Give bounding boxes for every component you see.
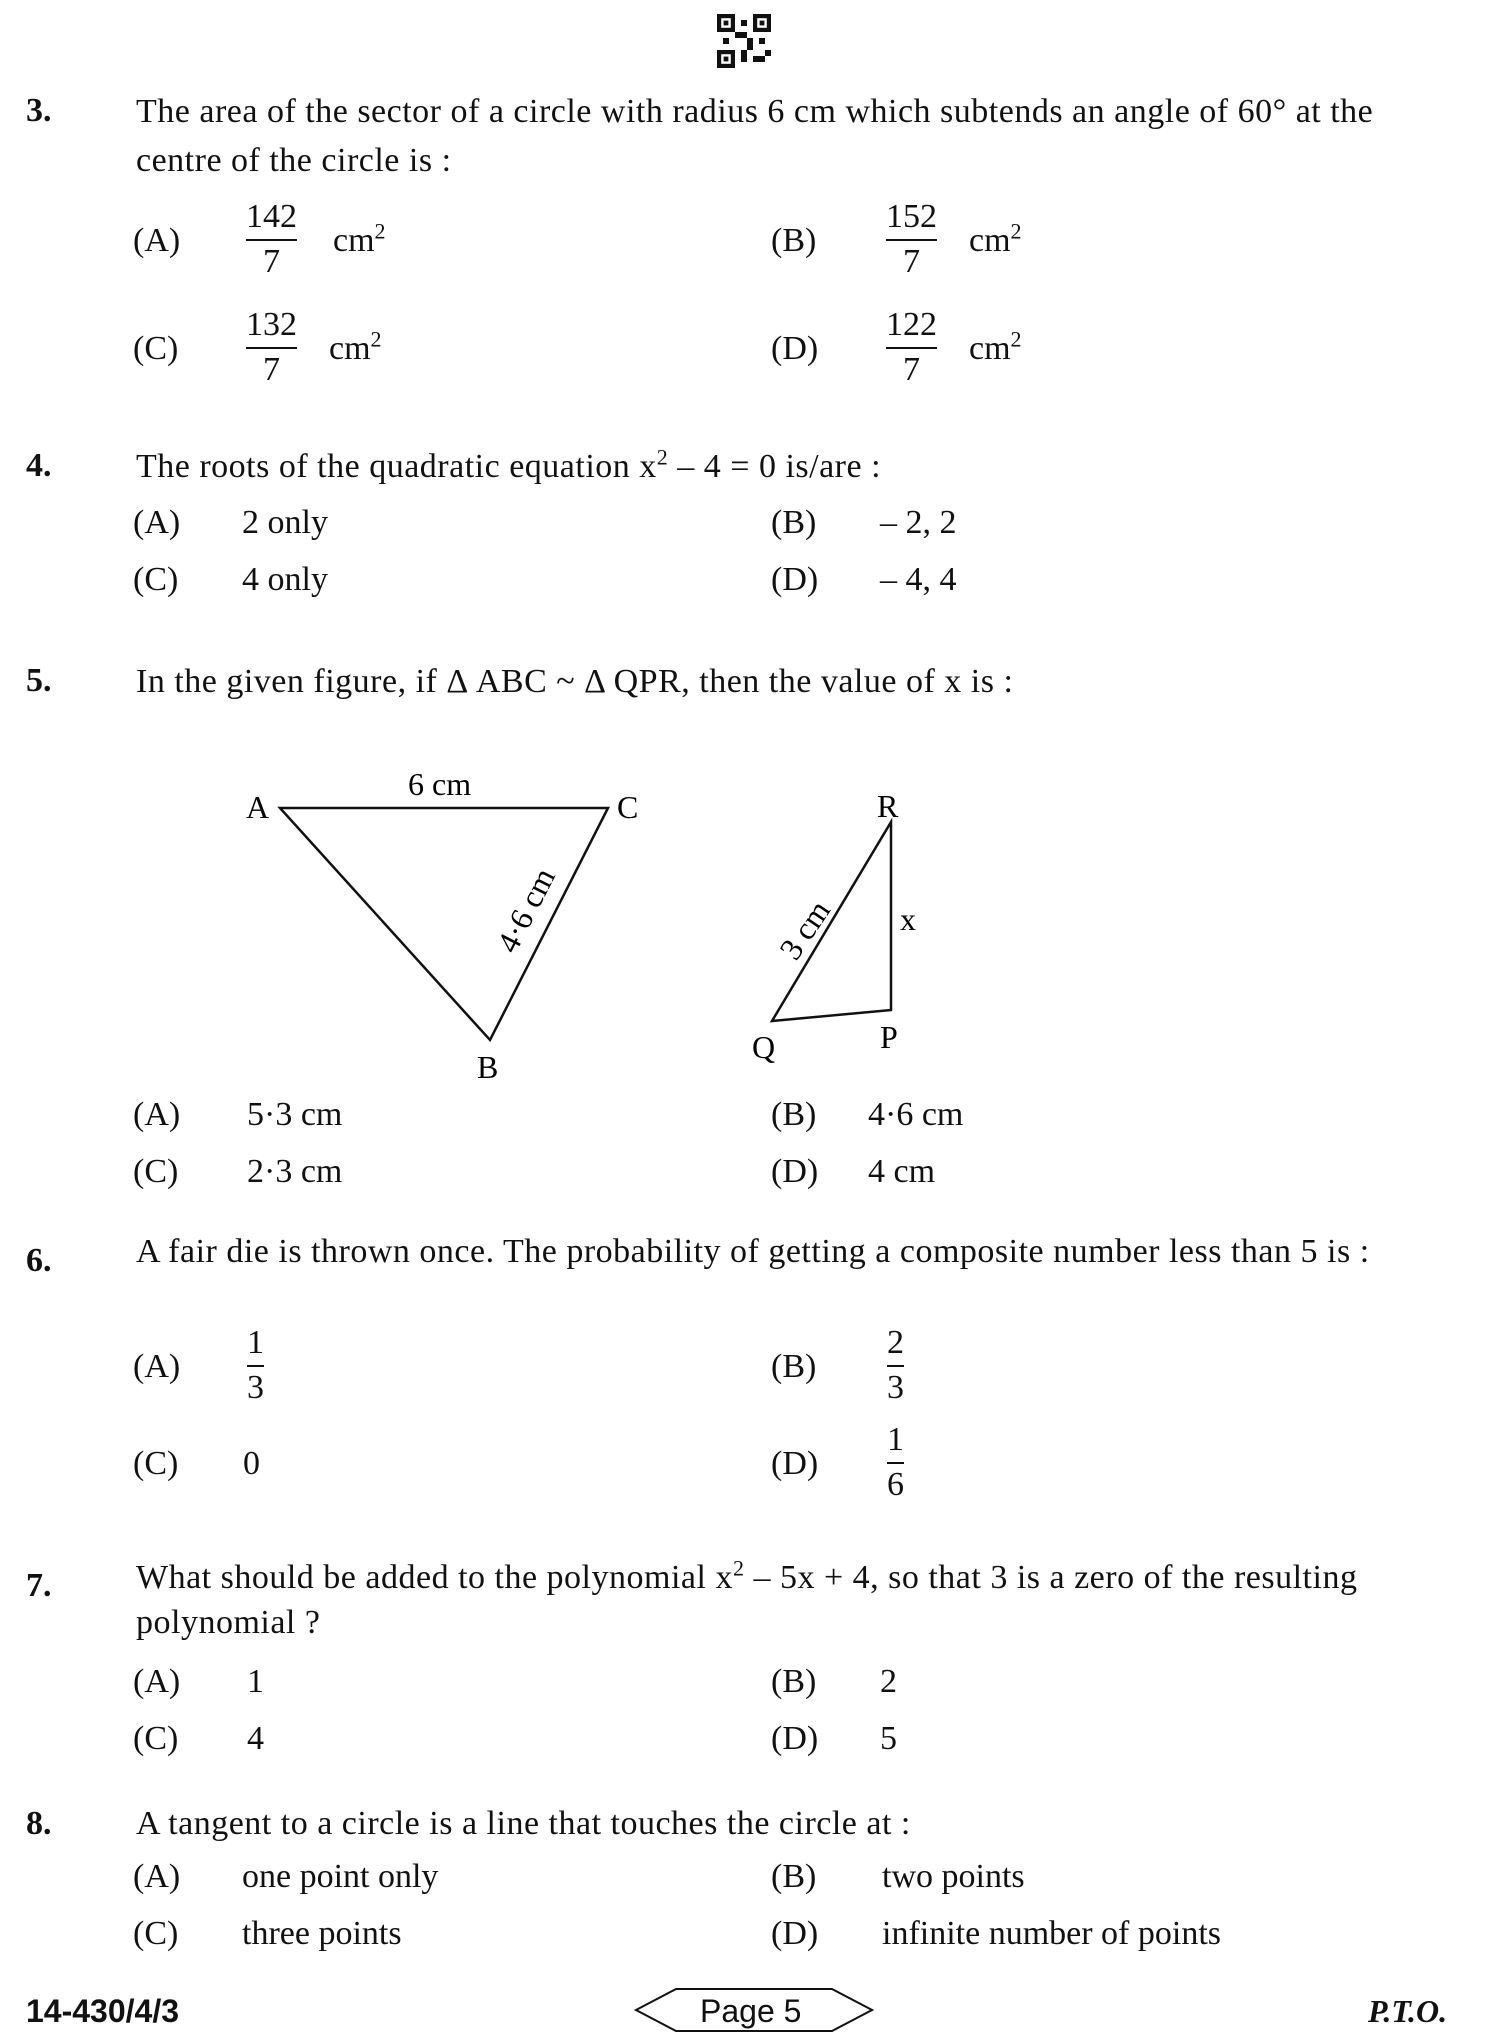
fraction-bar bbox=[246, 239, 297, 241]
question-number: 8. bbox=[26, 1805, 52, 1842]
question-number: 6. bbox=[26, 1242, 52, 1279]
question-stem: The area of the sector of a circle with radius 6 cm which subtends an angle of 60° at the centre of the circle is : bbox=[136, 93, 1374, 179]
fraction-denominator: 3 bbox=[887, 1369, 904, 1406]
question-stem: In the given figure, if Δ ABC ~ Δ QPR, then the value of x is : bbox=[136, 663, 1014, 700]
option-value: two points bbox=[882, 1858, 1025, 1895]
page-number: Page 5 bbox=[700, 1993, 802, 2029]
vertex-a-label: A bbox=[246, 789, 270, 825]
option-label: (B) bbox=[771, 1858, 817, 1895]
option-fraction bbox=[886, 306, 937, 389]
question-stem: A fair die is thrown once. The probability of getting a composite number less than 5 is : bbox=[136, 1233, 1370, 1270]
fraction-denominator: 7 bbox=[903, 243, 920, 280]
question-stem bbox=[136, 442, 1406, 491]
paper-code: 14-430/4/3 bbox=[26, 1993, 180, 2029]
option-label: (B) bbox=[771, 222, 817, 259]
fraction-numerator: 1 bbox=[887, 1421, 904, 1458]
option-label: (C) bbox=[133, 1153, 179, 1190]
option-label: (A) bbox=[133, 1858, 181, 1895]
option-value: 4 bbox=[247, 1720, 264, 1757]
unit-text: cm bbox=[969, 222, 1011, 259]
option-label: (B) bbox=[771, 1096, 817, 1133]
option-unit bbox=[333, 218, 386, 260]
qr-code bbox=[717, 14, 771, 68]
option-unit bbox=[969, 326, 1022, 368]
question-number: 7. bbox=[26, 1567, 52, 1604]
fraction-denominator: 7 bbox=[263, 351, 280, 388]
stem-exponent: 2 bbox=[732, 1555, 745, 1581]
option-label: (C) bbox=[133, 330, 179, 367]
vertex-c-label: C bbox=[617, 789, 639, 825]
fraction-bar bbox=[887, 1365, 904, 1367]
option-label: (B) bbox=[771, 504, 817, 541]
option-value: 1 bbox=[247, 1663, 264, 1700]
side-rp-label: x bbox=[900, 901, 916, 937]
option-fraction bbox=[886, 198, 937, 281]
option-label: (D) bbox=[771, 1720, 819, 1757]
vertex-p-label: P bbox=[880, 1019, 898, 1055]
fraction-numerator: 122 bbox=[886, 306, 937, 343]
stem-text: – 4 = 0 is/are : bbox=[668, 448, 882, 485]
option-fraction bbox=[887, 1421, 904, 1504]
option-value: 5 bbox=[880, 1720, 897, 1757]
option-value: 2 bbox=[880, 1663, 897, 1700]
side-bc-label: 4·6 cm bbox=[489, 861, 562, 959]
option-label: (A) bbox=[133, 222, 181, 259]
similar-triangles-figure bbox=[0, 740, 1000, 1100]
option-value: – 2, 2 bbox=[880, 504, 957, 541]
option-value: 4 only bbox=[242, 561, 328, 598]
fraction-bar bbox=[886, 239, 937, 241]
option-label: (D) bbox=[771, 1915, 819, 1952]
unit-exponent: 2 bbox=[1010, 218, 1022, 244]
option-value: 2·3 cm bbox=[247, 1153, 343, 1190]
fraction-denominator: 7 bbox=[263, 243, 280, 280]
unit-text: cm bbox=[329, 330, 371, 367]
unit-text: cm bbox=[969, 330, 1011, 367]
question-number: 4. bbox=[26, 447, 52, 484]
question-number: 5. bbox=[26, 662, 52, 699]
option-value: three points bbox=[242, 1915, 402, 1952]
option-unit bbox=[969, 218, 1022, 260]
option-label: (C) bbox=[133, 1445, 179, 1482]
fraction-bar bbox=[887, 1462, 904, 1464]
fraction-denominator: 6 bbox=[887, 1466, 904, 1503]
stem-text: – 5x + 4, so that 3 is a zero of the resulting polynomial ? bbox=[136, 1559, 1358, 1641]
vertex-r-label: R bbox=[877, 788, 899, 824]
question-stem: A tangent to a circle is a line that touches the circle at : bbox=[136, 1805, 911, 1842]
fraction-denominator: 7 bbox=[903, 351, 920, 388]
option-value: 2 only bbox=[242, 504, 328, 541]
option-value: one point only bbox=[242, 1858, 439, 1895]
triangle-abc bbox=[280, 808, 608, 1040]
fraction-numerator: 2 bbox=[887, 1324, 904, 1361]
fraction-numerator: 1 bbox=[247, 1324, 264, 1361]
option-label: (C) bbox=[133, 561, 179, 598]
fraction-bar bbox=[886, 347, 937, 349]
pto-text: P.T.O. bbox=[1368, 1993, 1448, 2029]
option-label: (A) bbox=[133, 1348, 181, 1385]
option-fraction bbox=[247, 1324, 264, 1407]
side-ac-label: 6 cm bbox=[408, 766, 472, 802]
option-label: (C) bbox=[133, 1915, 179, 1952]
option-fraction bbox=[887, 1324, 904, 1407]
option-label: (A) bbox=[133, 1096, 181, 1133]
vertex-b-label: B bbox=[477, 1049, 499, 1085]
option-label: (A) bbox=[133, 504, 181, 541]
option-value: 4·6 cm bbox=[868, 1096, 964, 1133]
option-unit bbox=[329, 326, 382, 368]
question-stem bbox=[136, 1555, 1406, 1645]
option-value: – 4, 4 bbox=[880, 561, 957, 598]
fraction-denominator: 3 bbox=[247, 1369, 264, 1406]
fraction-bar bbox=[247, 1365, 264, 1367]
option-label: (A) bbox=[133, 1663, 181, 1700]
option-value: 4 cm bbox=[868, 1153, 936, 1190]
option-label: (C) bbox=[133, 1720, 179, 1757]
fraction-numerator: 152 bbox=[886, 198, 937, 235]
stem-text: What should be added to the polynomial x bbox=[136, 1559, 733, 1596]
option-label: (D) bbox=[771, 561, 819, 598]
stem-exponent: 2 bbox=[656, 444, 669, 470]
question-number: 3. bbox=[26, 92, 52, 129]
unit-exponent: 2 bbox=[370, 326, 382, 352]
option-label: (B) bbox=[771, 1663, 817, 1700]
stem-text: The roots of the quadratic equation x bbox=[136, 448, 657, 485]
option-label: (D) bbox=[771, 330, 819, 367]
option-value: 0 bbox=[243, 1445, 260, 1482]
fraction-numerator: 142 bbox=[246, 198, 297, 235]
unit-text: cm bbox=[333, 222, 375, 259]
option-value: infinite number of points bbox=[882, 1915, 1222, 1952]
fraction-numerator: 132 bbox=[246, 306, 297, 343]
option-label: (B) bbox=[771, 1348, 817, 1385]
unit-exponent: 2 bbox=[374, 218, 386, 244]
option-fraction bbox=[246, 306, 297, 389]
option-fraction bbox=[246, 198, 297, 281]
option-label: (D) bbox=[771, 1153, 819, 1190]
option-label: (D) bbox=[771, 1445, 819, 1482]
option-value: 5·3 cm bbox=[247, 1096, 343, 1133]
unit-exponent: 2 bbox=[1010, 326, 1022, 352]
side-qr-label: 3 cm bbox=[771, 893, 838, 966]
fraction-bar bbox=[246, 347, 297, 349]
vertex-q-label: Q bbox=[752, 1029, 776, 1065]
